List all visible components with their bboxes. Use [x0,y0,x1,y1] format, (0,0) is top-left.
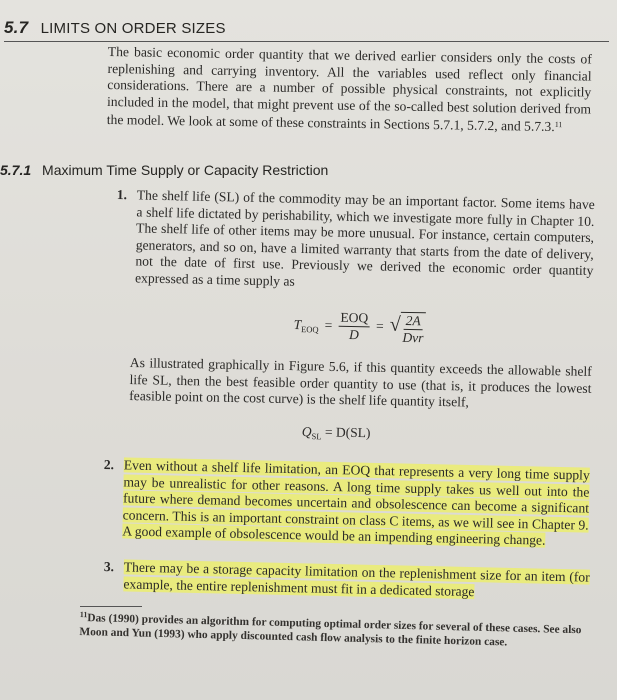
intro-text: The basic economic order quantity that we derived earlier considers only the costs of replenishing and carrying inventory. All the variables used reflect only financial considerations. There are a number of possible physical constraints, not explicitly included in the model, that might prevent use of the so-called best solution derived from the model. We look at some of these constraints in Sections 5.7.1, 5.7.2, and 5.7.3. [106,44,592,135]
item1-continuation: As illustrated graphically in Figure 5.6, if this quantity exceeds the allowable shelf life SL, then the best feasible order quantity to use (that is, it produces the lowest feasible point on the cost curve) is the shelf life quantity itself, [129,355,592,410]
highlighted-text: There may be a storage capacity limitation on the replenishment size for an item (for example, the entire replenishment must fit in a dedicated storage [123,559,590,599]
list-item-3 [103,559,590,603]
list-item-1 [115,187,595,296]
subsection-heading [0,162,600,178]
section-title: LIMITS ON ORDER SIZES [40,20,226,37]
subsection-title: Maximum Time Supply or Capacity Restriction [42,162,329,178]
section-heading [4,18,609,42]
formula-equals-2: = [375,318,384,334]
footnote-mark: 11 [79,609,88,620]
list-item-text: The shelf life (SL) of the commodity may be an important factor. Some items have a shelf life dictated by perishability, which we investigate more fully in Chapter 10. The shelf life of other items may be more unusual. For instance, certain computers, generators, and so on, have a limited warranty that starts from the date of delivery, not the date of first use. Previously we derived the economic order quantity expressed as a time supply as [134,187,595,289]
list-marker: 2. [103,457,115,473]
list-item-2 [102,457,590,550]
time-supply-formula [293,305,426,347]
highlighted-text: Even without a shelf life limitation, an EOQ that represents a very long time supply may be unrealistic for other reasons. A long time supply takes us well out into the future where demand becomes uncertain and obsolescence can become a significant concern. This is an important constraint on class C items, as we will see in Chapter 9. A good example of obsolescence would be an impending engineering change. [122,457,590,548]
square-root: √ $\frac{2A}{\text{Dvr}}$ [389,308,426,347]
subsection-number: 5.7.1 [0,162,32,178]
footnote-divider [80,606,142,607]
section-number: 5.7 [4,18,29,37]
list-marker: 1. [116,187,128,203]
shelf-life-quantity-formula: $Q_{SL} = D(SL)$ [301,424,371,442]
intro-footnote-mark: 11 [554,120,563,130]
formula-lhs: $T_{EOQ}$ [293,316,319,334]
eoq-over-d-fraction: $\frac{\text{EOQ}}{D}$ [338,309,370,343]
formula-equals: = [324,317,333,333]
intro-paragraph [107,44,592,136]
list-marker: 3. [103,559,115,575]
footnote [79,608,590,651]
footnote-text: Das (1990) provides an algorithm for computing optimal order sizes for several of these cases. See also Moon and Yun (1993) who apply discounted cash flow analysis to the finite horizon case. [79,612,582,649]
